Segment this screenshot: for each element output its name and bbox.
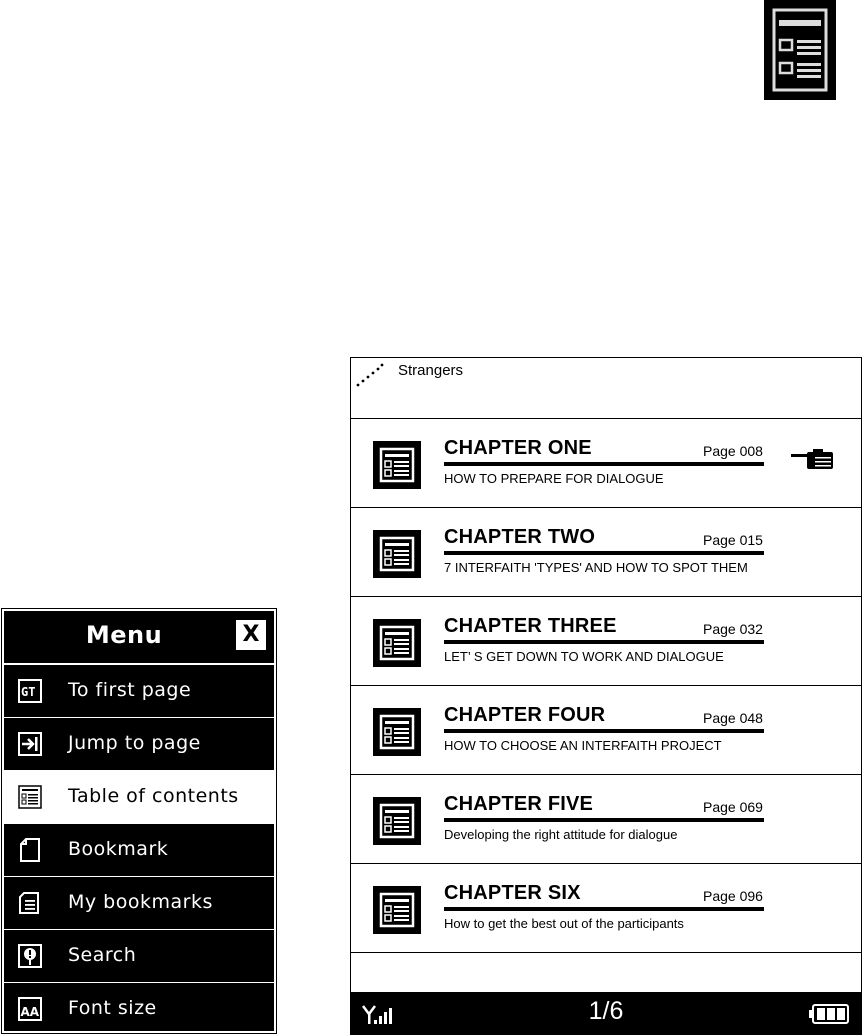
chapter-row-three[interactable] — [351, 597, 861, 686]
chapter-row-two[interactable] — [351, 508, 861, 597]
menu-item-search[interactable] — [4, 930, 274, 983]
menu-item-jump-to-page[interactable] — [4, 718, 274, 771]
jump-icon — [18, 732, 42, 756]
toc-large-icon — [764, 0, 836, 100]
menu-item-label: My bookmarks — [68, 891, 213, 913]
menu-panel — [2, 609, 276, 1033]
chapter-page: Page 069 — [703, 799, 763, 815]
menu-item-label: Bookmark — [68, 838, 169, 860]
font-size-icon — [18, 997, 42, 1021]
chapter-subtitle: 7 INTERFAITH 'TYPES' AND HOW TO SPOT THEM — [444, 560, 748, 575]
status-bar — [351, 992, 861, 1034]
chapter-row-one[interactable] — [351, 419, 861, 508]
chapter-page: Page 048 — [703, 710, 763, 726]
toc-screen — [350, 357, 862, 1035]
first-page-icon — [18, 679, 42, 703]
chapter-title: CHAPTER ONE — [444, 437, 592, 459]
chapter-page: Page 032 — [703, 621, 763, 637]
chapter-subtitle: HOW TO PREPARE FOR DIALOGUE — [444, 471, 664, 486]
chapter-divider — [444, 729, 764, 733]
menu-item-label: Search — [68, 944, 137, 966]
page-indicator: 1/6 — [588, 997, 624, 1025]
menu-item-label: Font size — [68, 997, 157, 1019]
svg-text:AA: AA — [20, 1005, 40, 1019]
chapter-icon — [373, 530, 421, 578]
chapter-divider — [444, 640, 764, 644]
chapter-divider — [444, 818, 764, 822]
chapter-title: CHAPTER FOUR — [444, 704, 606, 726]
chapter-title: CHAPTER TWO — [444, 526, 596, 548]
menu-item-font-size[interactable] — [4, 983, 274, 1036]
chapter-divider — [444, 462, 764, 466]
chapter-page: Page 008 — [703, 443, 763, 459]
loading-dots-icon — [355, 362, 385, 388]
battery-icon — [809, 1004, 849, 1024]
close-button[interactable]: X — [236, 620, 266, 650]
menu-item-label: Table of contents — [68, 785, 239, 807]
bookmark-icon — [18, 838, 42, 862]
chapter-icon — [373, 619, 421, 667]
search-icon — [18, 944, 42, 968]
chapter-title: CHAPTER THREE — [444, 615, 617, 637]
chapter-title: CHAPTER SIX — [444, 882, 581, 904]
toc-icon — [18, 785, 42, 809]
chapter-icon — [373, 886, 421, 934]
chapter-row-five[interactable] — [351, 775, 861, 864]
chapter-icon — [373, 797, 421, 845]
menu-item-my-bookmarks[interactable] — [4, 877, 274, 930]
chapter-row-four[interactable] — [351, 686, 861, 775]
book-title: Strangers — [398, 362, 464, 379]
menu-item-label: Jump to page — [68, 732, 201, 754]
menu-item-table-of-contents[interactable] — [4, 771, 274, 824]
menu-item-bookmark[interactable] — [4, 824, 274, 877]
chapter-row-six[interactable] — [351, 864, 861, 953]
chapter-subtitle: Developing the right attitude for dialogue — [444, 827, 678, 842]
chapter-subtitle: LET’ S GET DOWN TO WORK AND DIALOGUE — [444, 649, 724, 664]
menu-title: Menu — [85, 621, 163, 649]
menu-item-label: To first page — [68, 679, 192, 701]
menu-item-first-page[interactable] — [4, 665, 274, 718]
svg-text:GT: GT — [21, 685, 36, 699]
chapter-page: Page 096 — [703, 888, 763, 904]
chapter-title: CHAPTER FIVE — [444, 793, 594, 815]
chapter-page: Page 015 — [703, 532, 763, 548]
chapter-subtitle: How to get the best out of the participants — [444, 916, 684, 931]
chapter-divider — [444, 551, 764, 555]
chapter-subtitle: HOW TO CHOOSE AN INTERFAITH PROJECT — [444, 738, 722, 753]
toc-header — [351, 358, 861, 419]
chapter-divider — [444, 907, 764, 911]
chapter-icon — [373, 708, 421, 756]
pointing-hand-icon — [791, 449, 837, 471]
chapter-icon — [373, 441, 421, 489]
bookmarks-icon — [18, 891, 42, 915]
menu-header — [4, 611, 274, 665]
